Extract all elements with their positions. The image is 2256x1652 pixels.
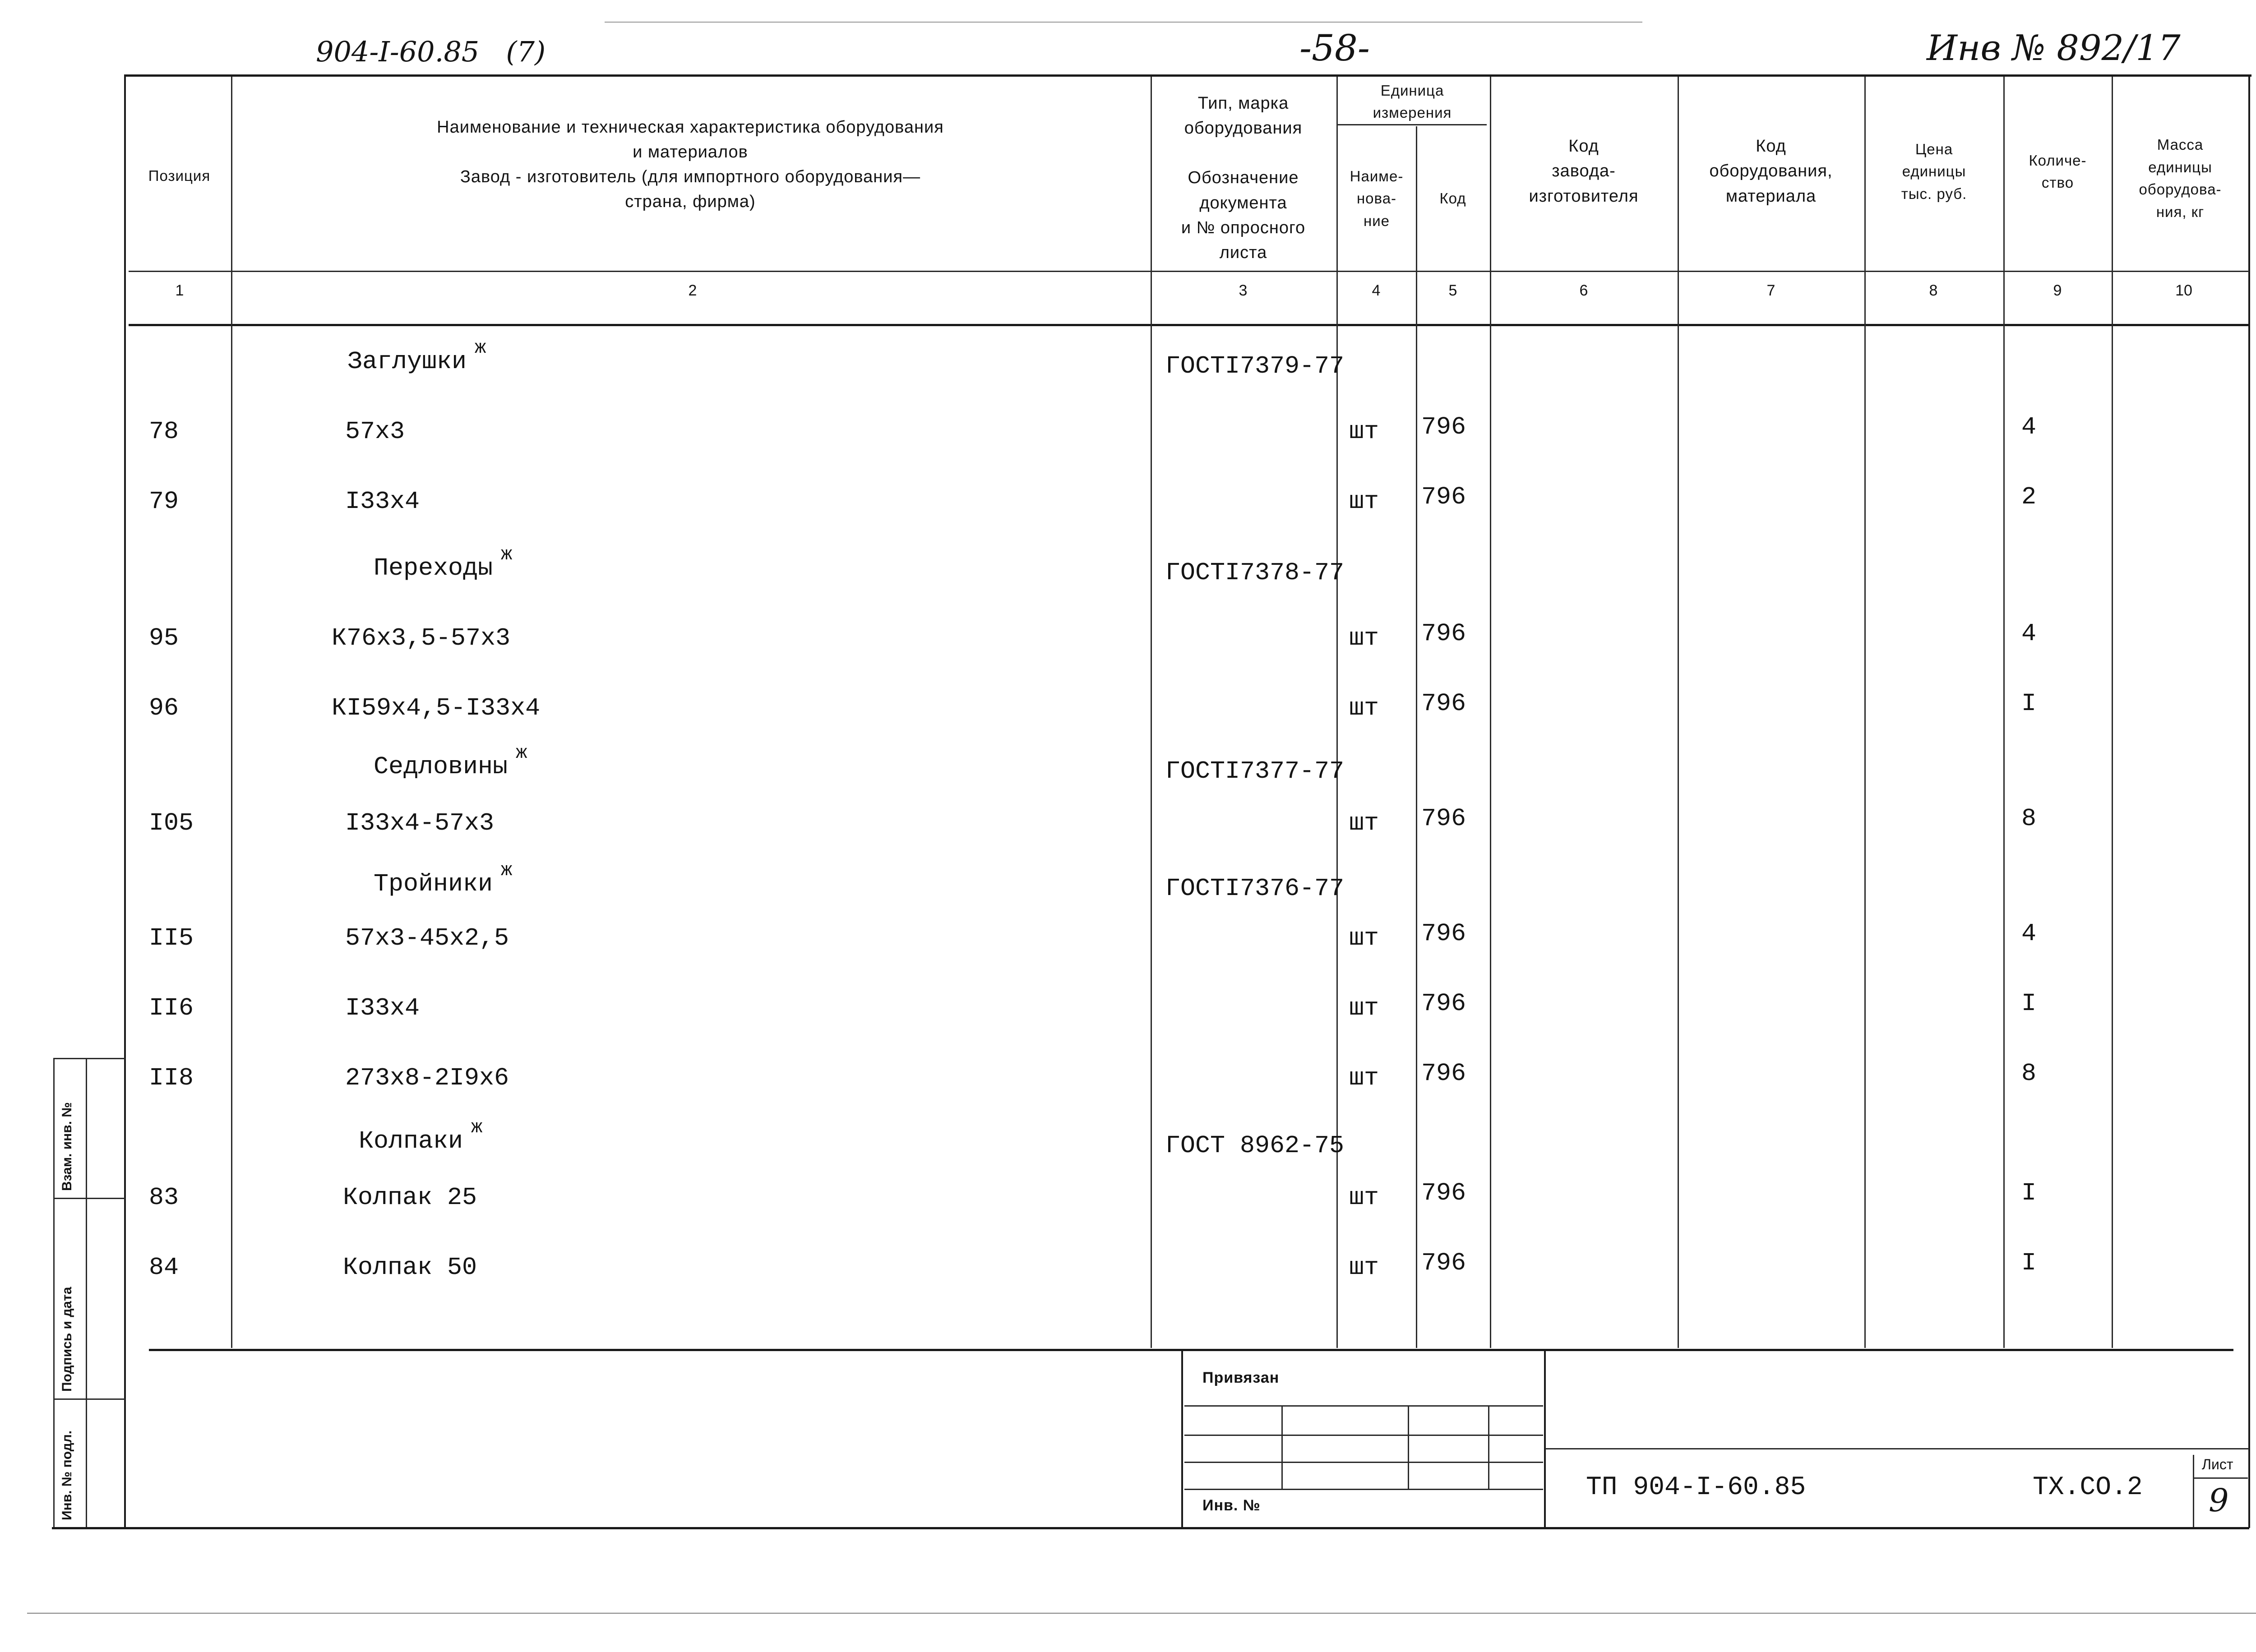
col-number-1: 1	[175, 282, 184, 299]
row-quantity: 2	[2021, 483, 2037, 511]
row-name-text: Переходы	[374, 554, 493, 582]
row-unit-code: 796	[1421, 989, 1466, 1018]
row-group-heading	[374, 544, 513, 582]
row-unit: шт	[1349, 624, 1379, 652]
row-name-text: I33x4	[345, 487, 420, 516]
stamp-divider-1	[53, 1198, 125, 1199]
header-name: Наименование и техническая характеристика оборудования и материалов Завод - изготовитель (для импортного оборудования— страна, фирма)	[437, 117, 944, 212]
col-number-6: 6	[1579, 282, 1588, 299]
row-quantity: I	[2021, 989, 2037, 1018]
row-position: II6	[149, 994, 194, 1022]
sheet-box-divider	[2194, 1477, 2248, 1479]
row-quantity: 8	[2021, 1059, 2037, 1088]
header-unit-name: Наиме- нова- ние	[1350, 167, 1404, 229]
row-position: I05	[149, 809, 194, 837]
row-quantity: I	[2021, 1179, 2037, 1207]
col-divider-5	[1490, 77, 1491, 1348]
linked-grid-col-3	[1488, 1405, 1489, 1489]
row-unit-code: 796	[1421, 919, 1466, 948]
frame-bottom-line	[52, 1527, 2249, 1529]
row-unit: шт	[1349, 487, 1379, 516]
row-name-text: Седловины	[374, 752, 508, 781]
row-name-text: I33x4-57x3	[345, 809, 495, 837]
row-quantity: 8	[2021, 804, 2037, 833]
row-group-heading	[374, 742, 527, 781]
row-name	[332, 624, 510, 652]
row-unit-code: 796	[1421, 1249, 1466, 1277]
row-unit: шт	[1349, 417, 1379, 446]
col-number-3: 3	[1239, 282, 1248, 299]
row-name	[345, 924, 509, 952]
row-unit-code: 796	[1421, 804, 1466, 833]
inventory-number-top: Инв № 892/17	[1927, 28, 2181, 69]
col-number-4: 4	[1372, 282, 1381, 299]
frame-top-line	[124, 74, 2251, 77]
row-standard-doc: ГОСТI7379-77	[1165, 352, 1345, 380]
row-quantity: I	[2021, 1249, 2037, 1277]
col-number-8: 8	[1929, 282, 1938, 299]
title-block-mid-edge	[1544, 1351, 1546, 1527]
col-divider-7	[1864, 77, 1866, 1348]
col-number-5: 5	[1448, 282, 1457, 299]
col-divider-6	[1678, 77, 1679, 1348]
frame-right-line	[2248, 74, 2250, 1528]
row-group-heading	[347, 337, 486, 376]
header-quantity: Количе- ство	[2029, 152, 2087, 191]
header-equipment-code: Код оборудования, материала	[1709, 137, 1833, 206]
row-unit: шт	[1349, 1253, 1379, 1282]
column-number-line	[129, 324, 2249, 326]
col-divider-1	[231, 77, 232, 1348]
stamp-inv-original: Инв. № подл.	[60, 1430, 74, 1520]
row-name	[345, 487, 420, 516]
row-name	[343, 1253, 477, 1282]
row-name	[332, 694, 540, 722]
col-divider-9	[2112, 77, 2113, 1348]
row-position: 78	[149, 417, 179, 446]
header-unit-price: Цена единицы тыс. руб.	[1901, 140, 1967, 202]
stamp-replacement-inv: Взам. инв. №	[60, 1102, 74, 1191]
linked-grid-col-1	[1281, 1405, 1283, 1489]
row-unit: шт	[1349, 924, 1379, 952]
row-unit: шт	[1349, 1183, 1379, 1212]
linked-label: Привязан	[1202, 1369, 1280, 1386]
stamp-top-line	[53, 1058, 125, 1059]
scan-edge-bottom	[27, 1613, 2256, 1614]
row-position: 83	[149, 1183, 179, 1212]
row-unit-code: 796	[1421, 413, 1466, 441]
col-number-10: 10	[2175, 282, 2192, 299]
row-position: 79	[149, 487, 179, 516]
row-name-text: Колпаки	[359, 1127, 463, 1155]
row-quantity: 4	[2021, 619, 2037, 648]
row-group-heading	[359, 1117, 483, 1155]
row-name-text: К76x3,5-57x3	[332, 624, 511, 652]
header-unit-group: Единица измерения	[1373, 82, 1452, 121]
row-name-text: 57x3	[345, 417, 405, 446]
row-name-text: I33x4	[345, 994, 420, 1022]
project-code-text: ТП 904-I-60.85	[1586, 1473, 1806, 1502]
row-position: 96	[149, 694, 179, 722]
row-unit-code: 796	[1421, 483, 1466, 511]
sheet-label: Лист	[2202, 1456, 2233, 1472]
row-name-text: КI59x4,5-I33x4	[332, 694, 541, 722]
row-name-text: 273x8-2I9x6	[345, 1064, 509, 1092]
row-position: 95	[149, 624, 179, 652]
stamp-left-edge	[53, 1058, 55, 1527]
table-body-bottom-line	[149, 1349, 2233, 1351]
sheet-box-left	[2193, 1455, 2194, 1527]
row-name-text: Колпак 25	[343, 1183, 477, 1212]
header-type-doc: Тип, марка оборудования Обозначение документа и № опросного листа	[1181, 94, 1306, 262]
stamp-inner-edge	[86, 1058, 87, 1527]
row-unit: шт	[1349, 809, 1379, 837]
row-name	[343, 1183, 477, 1212]
row-name	[345, 809, 494, 837]
linked-grid-col-2	[1408, 1405, 1409, 1489]
col-divider-2	[1151, 77, 1152, 1348]
linked-grid-line-4	[1184, 1489, 1543, 1490]
row-unit-code: 796	[1421, 1179, 1466, 1207]
row-name	[345, 417, 405, 446]
footnote-mark: ж	[501, 544, 513, 565]
row-position: 84	[149, 1253, 179, 1282]
footnote-mark: ж	[471, 1117, 483, 1138]
col-divider-8	[2003, 77, 2005, 1348]
sheet-code: ТХ.СО.2	[2033, 1473, 2143, 1502]
row-name-text: Заглушки	[347, 347, 467, 376]
row-unit: шт	[1349, 1064, 1379, 1092]
row-quantity: I	[2021, 689, 2037, 718]
row-name	[345, 1064, 509, 1092]
footnote-mark: ж	[516, 742, 527, 764]
header-unit-code: Код	[1439, 190, 1466, 207]
row-quantity: 4	[2021, 413, 2037, 441]
title-block-inner-line	[1545, 1448, 2249, 1449]
row-standard-doc: ГОСТI7376-77	[1165, 874, 1345, 903]
row-unit-code: 796	[1421, 689, 1466, 718]
col-number-9: 9	[2053, 282, 2062, 299]
row-unit: шт	[1349, 994, 1379, 1022]
row-standard-doc: ГОСТ 8962-75	[1165, 1131, 1345, 1160]
unit-group-divider	[1338, 124, 1487, 125]
row-standard-doc: ГОСТI7378-77	[1165, 558, 1345, 587]
col-divider-4	[1416, 126, 1417, 1348]
col-number-2: 2	[688, 282, 697, 299]
header-bottom-line	[129, 271, 2249, 272]
row-unit-code: 796	[1421, 619, 1466, 648]
row-name	[345, 994, 420, 1022]
row-unit: шт	[1349, 694, 1379, 722]
row-quantity: 4	[2021, 919, 2037, 948]
row-name-text: Колпак 50	[343, 1253, 477, 1282]
sheet-value: 9	[2209, 1482, 2229, 1519]
row-position: II8	[149, 1064, 194, 1092]
row-unit-code: 796	[1421, 1059, 1466, 1088]
stamp-divider-2	[53, 1398, 125, 1400]
document-code-top: 904-I-60.85 (7)	[316, 35, 546, 68]
footnote-mark: ж	[501, 859, 513, 881]
row-group-heading	[374, 859, 513, 898]
footnote-mark: ж	[475, 337, 486, 359]
page-number-top: -58-	[1299, 27, 1370, 69]
header-position: Позиция	[148, 167, 211, 185]
col-number-7: 7	[1766, 282, 1775, 299]
header-unit-mass: Масса единицы оборудова- ния, кг	[2139, 136, 2222, 220]
row-name-text: Тройники	[374, 870, 493, 898]
row-name-text: 57x3-45x2,5	[345, 924, 509, 952]
inv-no-label: Инв. №	[1202, 1497, 1261, 1514]
row-position: II5	[149, 924, 194, 952]
frame-left-line	[124, 74, 126, 1527]
stamp-signature-date: Подпись и дата	[60, 1287, 74, 1392]
scan-edge-top	[605, 22, 1642, 23]
project-code	[1586, 1473, 1806, 1502]
title-block-left-edge	[1181, 1351, 1183, 1527]
row-standard-doc: ГОСТI7377-77	[1165, 757, 1345, 785]
header-plant-code: Код завода- изготовителя	[1529, 137, 1639, 206]
